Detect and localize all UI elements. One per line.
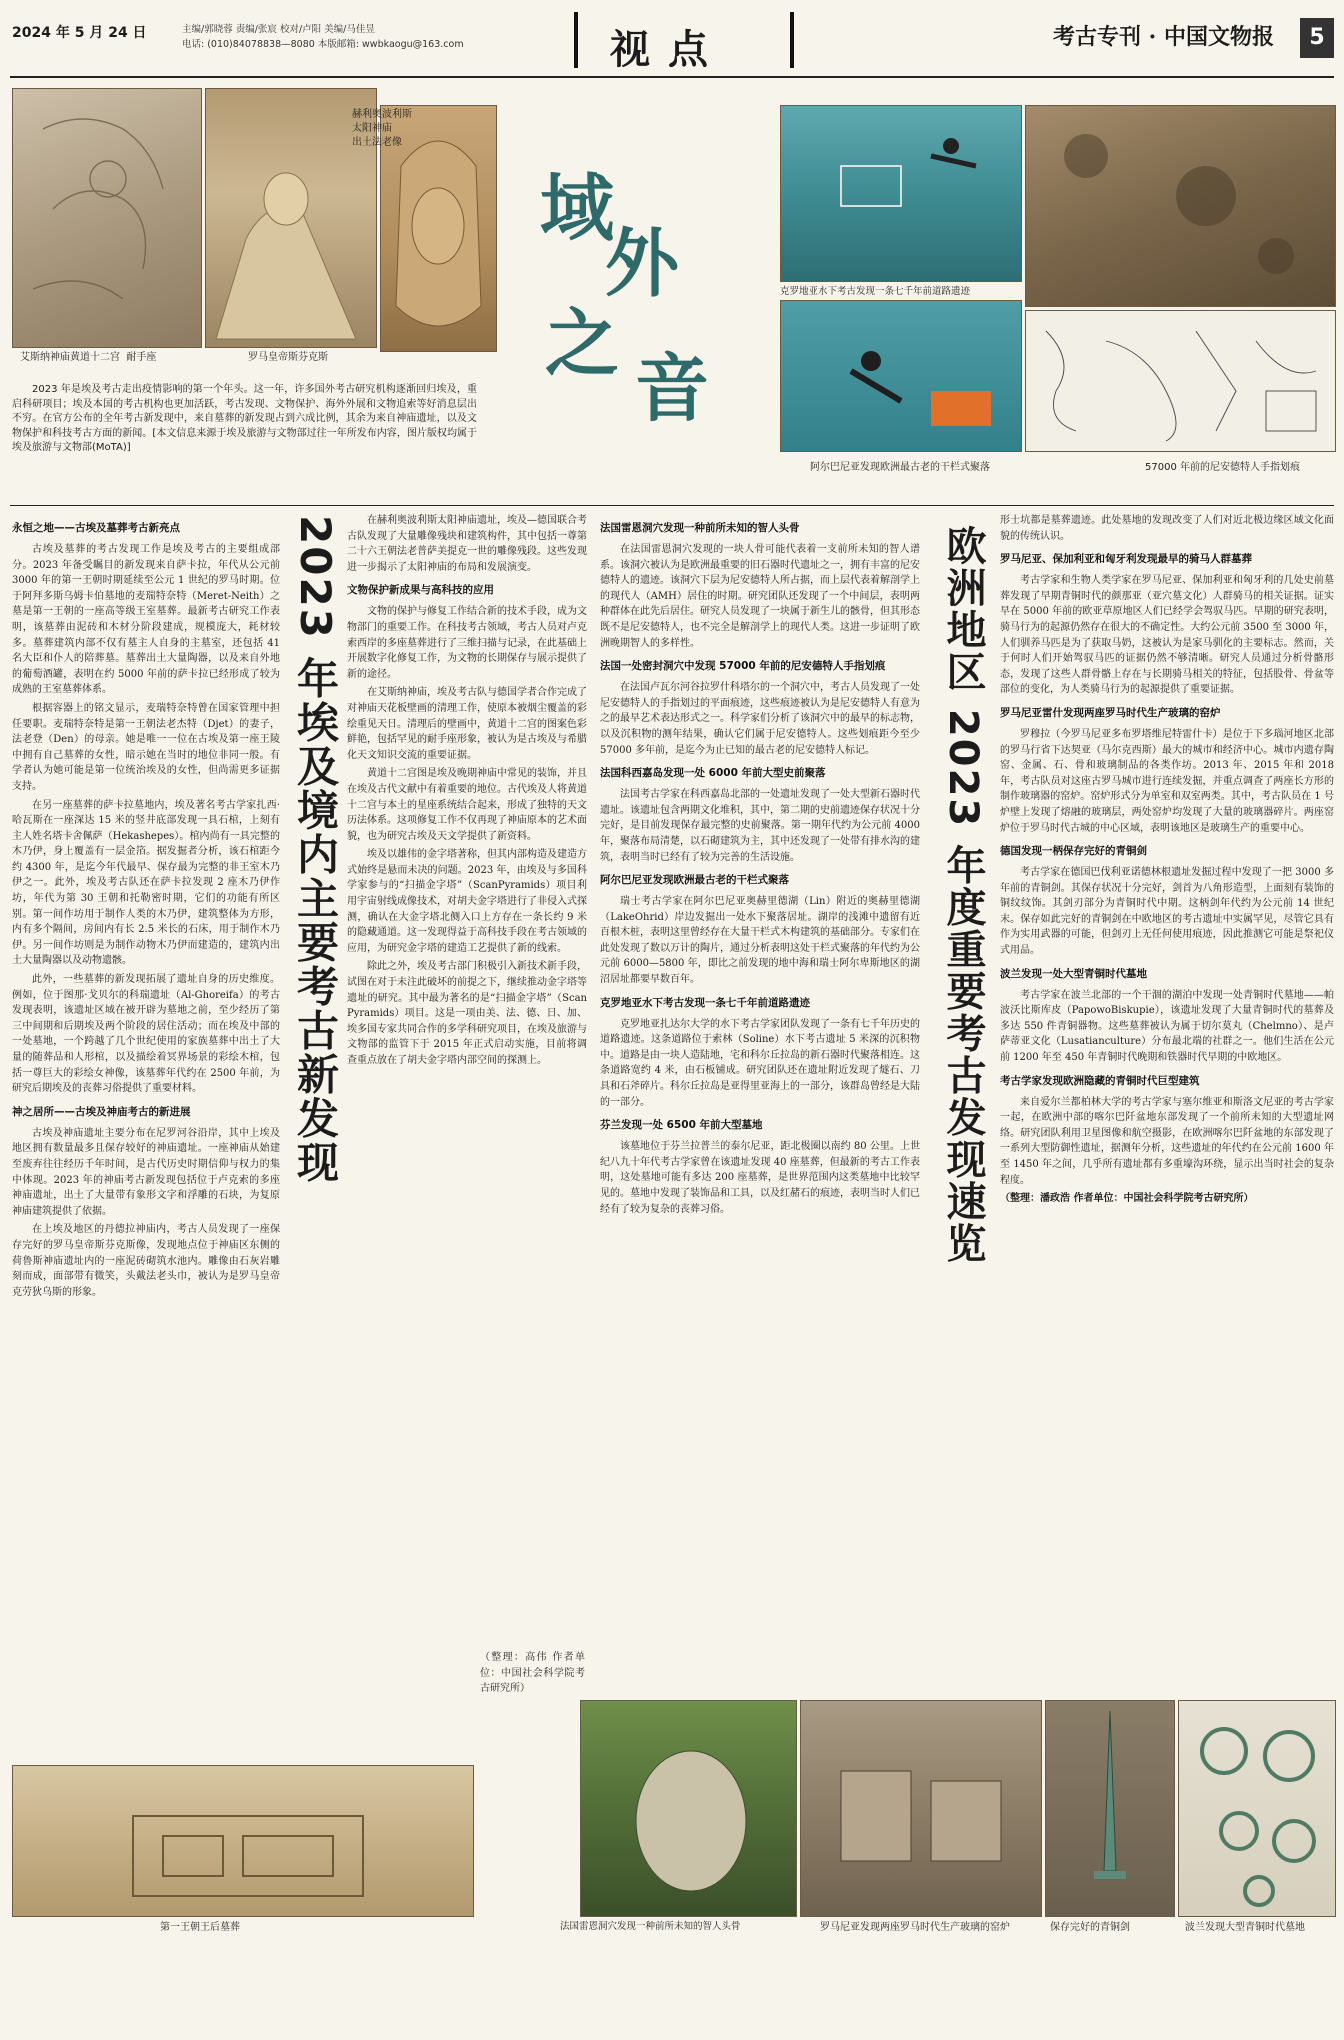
article1-tail (480, 1650, 585, 1950)
paragraph: 根据容器上的铭文显示，麦瑞特奈特曾在国家管理中担任要职。麦瑞特奈特是第一王朝法老杰特（Djet）的妻子，法老登（Den）的母亲。她是唯一一位在古埃及第一座王陵中拥有自己墓葬的女性，暗示她在当时的地位非同一般。有学者认为她可能是第一位统治埃及的女性，但尚需更多证据支持。 (12, 702, 280, 792)
relief-illustration (13, 89, 201, 347)
section-rule (10, 505, 1334, 506)
caption: 罗马尼亚发现两座罗马时代生产玻璃的窑炉 (820, 1922, 1010, 1933)
paragraph: 此外，一些墓葬的新发现拓展了遗址自身的历史维度。例如，位于图那·戈贝尔的科瑞遗址（Al-Ghoreifa）的考古发现表明，该遗址区域在被开辟为墓地之前，至少经历了第三中间期和后期埃及两个阶段的居住活动；而在埃及中部的一处墓地，一个跨越了几个世纪使用的家族墓葬中出土了大量的随葬品和人形棺，以及描绘着冥界场景的彩绘木棺，包括一尊巨大的彩绘女神像，该墓葬年代约在 2500 年前，为研究后期埃及的丧葬习俗提供了重要材料。 (12, 974, 280, 1095)
subheading: 德国发现一柄保存完好的青铜剑 (1000, 845, 1147, 858)
article1-col1 (12, 513, 280, 1863)
photo-queen-tomb (12, 1765, 474, 1917)
caption (20, 348, 156, 363)
line-drawing (1026, 311, 1335, 451)
article2-col1 (600, 513, 920, 1643)
issue-date: 2024 年 5 月 24 日 (12, 25, 147, 41)
sword-illustration (1046, 1701, 1174, 1916)
editor-credits (182, 22, 582, 52)
paragraph: 在法国雷恩洞穴发现的一块人骨可能代表着一支前所未知的智人谱系。该洞穴被认为是欧洲最重要的旧石器时代遗址之一，拥有丰富的尼安德特人的遗迹。该洞穴下层为尼安德特人所占据，而上层代表着解剖学上的现代人（AMH）居住的时期。研究团队还发现了一个中间层，表明两种群体在此先后居住。研究人员发现了一块属于新生儿的骸骨，但其形态既不是尼安德特人，也不完全是解剖学上的现代人类。这进一步证明了欧洲晚期智人的多样性。 (600, 544, 920, 649)
paragraph: 克罗地亚扎达尔大学的水下考古学家团队发现了一条有七千年历史的道路遗迹。这条道路位于索林（Soline）水下考古遗址 5 米深的沉积物中。道路是由一块人造陆地，宅和科尔丘拉岛的新石器时代聚落相连。这条道路宽约 4 米，由石板铺成。研究团队还在遗址附近发现了燧石、刀具和石斧碎片。科尔丘拉岛是亚得里亚海上的一部分，该群岛曾经是大陆的一部分。 (600, 1018, 920, 1108)
label: 出土法老像 (352, 137, 402, 148)
paragraph: 来自爱尔兰都柏林大学的考古学家与塞尔维亚和斯洛文尼亚的考古学家一起，在欧洲中部的喀尔巴阡盆地东部发现了一个前所未知的大型遗址网络。研究团队利用卫星图像和航空摄影，在欧洲喀尔巴阡盆地的东部发现了一系列大型防御性遗址，据测年分析，这些遗址的年代约在公元前 1600 年至 1450 年之间，几乎所有遗址都有多重壕沟环绕，显示出当时社会的复杂程度。 (1000, 1096, 1334, 1186)
paragraph: 在上埃及地区的丹德拉神庙内，考古人员发现了一座保存完好的罗马皇帝斯芬克斯像，发现地点位于神庙区东侧的荷鲁斯神庙遗址内的一座泥砖砌筑水池内。雕像由石灰岩雕刻而成，面部带有微笑，头戴法老头巾，被认为是罗马皇帝克劳狄乌斯的形象。 (12, 1224, 280, 1298)
contact-line: 电话: (010)84078838—8080 本版邮箱: wwbkaogu@163.com (182, 39, 464, 50)
label: 太阳神庙 (352, 123, 392, 134)
page-number: 5 (1300, 18, 1334, 58)
paragraph: 埃及以雄伟的金字塔著称，但其内部构造及建造方式始终是悬而未决的问题。2023 年，由埃及与多国科学家参与的“扫描金字塔”（ScanPyramids）项目利用宇宙射线成像技术，对胡夫金字塔进行了非侵入式探测，确认在大金字塔北侧入口上方存在一条长约 9 米的隐藏通道。这一发现得益于高科技手段在考古领域的应用，为研究金字塔的建造工艺提供了新的线索。 (347, 849, 587, 954)
credits-line: 主编/郭晓蓉 责编/张宸 校对/卢阳 美编/马佳昱 (182, 24, 375, 35)
subheading: 考古学家发现欧洲隐藏的青铜时代巨型建筑 (1000, 1074, 1200, 1087)
paragraph: 罗穆拉（今罗马尼亚多布罗塔维尼特雷什卡）是位于下多瑙河地区北部的罗马行省下达契亚（马尔克西斯）最大的城市和经济中心。城市内遗存陶窑、金属、石、骨和玻璃制品的各类作坊。2013 年、2015 年和 2018 年，考古队员对这座古罗马城市进行连续发掘，并重点调查了两座长方形的制作玻璃器的窑炉。窑炉形式分为单室和双室两类。其中，考古队员在 1 号炉壁上发现了熔融的玻璃层，两处窑炉均发现了大量的玻璃器碎片。两座窑炉位于罗马时代古城的中心区域，表明该地区是玻璃生产的重要中心。 (1000, 728, 1334, 834)
paragraph: 在另一座墓葬的萨卡拉墓地内，埃及著名考古学家扎西·哈瓦斯在一座深达 15 米的竖井底部发现一具石棺，上刻有主人姓名塔卡舍佩萨（Hekashepes）。棺内尚有一具完整的木乃伊，身上覆盖有一层金箔。据发掘者分析，该石棺距今约 4300 年，是迄今年代最早、保存最为完整的非王室木乃伊之一。此外，埃及考古队还在萨卡拉发现 2 座木乃伊作坊，年代为第 30 王朝和托勒密时期，它们的功能有所区别。第一间作坊用于制作人类的木乃伊，建筑整体为方形，内有多个隔间，房间内有长 2.5 米长的石床，用于制作木乃伊。另一间作坊则是为制作动物木乃伊而建造的，建筑内出土大量陶器以及动物遗骸。 (12, 799, 280, 967)
divider (790, 12, 794, 68)
paragraph: 该墓地位于芬兰拉普兰的泰尔尼亚，距北极圈以南约 80 公里。上世纪八九十年代考古学家曾在该遗址发现 40 座墓葬，但最新的考古工作表明，这处墓地可能有多达 200 座墓葬，是世界范围内这类墓地中比较罕见的。墓地中发现了装饰品和工具，以及红赭石的痕迹，表明当时人们已经有了较为复杂的丧葬习俗。 (600, 1141, 920, 1215)
kiln-illustration (801, 1701, 1041, 1916)
feature-title-char: 音 (635, 346, 709, 432)
underwater-illustration (781, 106, 1021, 281)
paragraph: 在艾斯纳神庙，埃及考古队与德国学者合作完成了对神庙天花板壁画的清理工作，使原本被烟尘覆盖的彩绘重见天日。清理后的壁画中，黄道十二宫的图案色彩鲜艳，包括罕见的耐手座形象，被认为是古埃及与希腊化天文知识交流的重要证据。 (347, 687, 587, 761)
byline: （整理：潘政浩 作者单位：中国社会科学院考古研究所） (1000, 1193, 1254, 1205)
paragraph: 文物的保护与修复工作结合新的技术手段，成为文物部门的重要工作。在科技考古领域，考古人员对卢克索西岸的多座墓葬进行了三维扫描与记录，在此基础上开展数字化修复工作，为文物的长期保存与展示提供了新的途径。 (347, 606, 587, 680)
subheading: 法国科西嘉岛发现一处 6000 年前大型史前聚落 (600, 767, 826, 780)
subheading: 法国一处密封洞穴中发现 57000 年前的尼安德特人手指划痕 (600, 660, 886, 673)
paragraph: 考古学家在德国巴伐利亚诺德林根遗址发掘过程中发现了一把 3000 多年前的青铜剑。其保存状况十分完好，剑首为八角形造型，上面刻有装饰的铜纹纹饰。其剑刃部分为青铜时代中期。这柄剑年代约为公元前 14 世纪末。保存如此完好的青铜剑在中欧地区的考古遗址中实属罕见，尽管它具有作为实用武器的可能，但剑刃上无任何使用痕迹，因此推测它可能是祭祀仪式用品。 (1000, 867, 1334, 957)
paragraph: 形士坑都是墓葬遗迹。此处墓地的发现改变了人们对近北极边缘区域文化面貌的传统认识。 (1000, 515, 1334, 542)
paragraph: 黄道十二宫图是埃及晚期神庙中常见的装饰，并且在埃及古代文献中有着重要的地位。古代埃及人将黄道十二宫与本土的星座系统结合起来，形成了独特的天文历法体系。这项修复工作不仅再现了神庙原本的艺术面貌，也为研究古埃及天文学提供了新资料。 (347, 768, 587, 842)
photo-glass-kilns (800, 1700, 1042, 1917)
paragraph: 法国考古学家在科西嘉岛北部的一处遗址发现了一处大型新石器时代遗址。该遗址包含两期文化堆积，其中，第二期的史前遗迹保存状况十分完好，是目前发现保存最完整的史前聚落。第一期年代约为公元前 4000 年，聚落布局清楚，以石砌建筑为主，其中还发现了一处带有排水沟的建筑，表明当时已经有了较为完善的生活设施。 (600, 789, 920, 863)
article2-headline: 欧洲地区 2023 年度重要考古发现速览 (940, 525, 986, 1265)
caption: 波兰发现大型青铜时代墓地 (1185, 1922, 1305, 1933)
paragraph: 考古学家在波兰北部的一个干涸的湖泊中发现一处青铜时代墓地——帕波沃比斯库皮（PapowoBiskupie），该遗址发现了大量青铜时代的墓葬及多达 550 件青铜器物。这些墓葬被认为属于切尔莫丸（Chelmno）、是卢萨蒂亚文化（Lusatianculture）分布最北端的社群之一。他们生活在公元前 1200 年至 450 年青铜时代晚期和铁器时代早期的中欧地区。 (1000, 989, 1334, 1064)
subheading: 波兰发现一处大型青铜时代墓地 (1000, 967, 1147, 980)
subheading: 神之居所——古埃及神庙考古的新进展 (12, 1105, 191, 1118)
subheading: 罗马尼亚雷什发现两座罗马时代生产玻璃的窑炉 (1000, 706, 1221, 719)
caption: 第一王朝王后墓葬 (160, 1922, 240, 1933)
photo-cave-wall (1025, 105, 1336, 307)
photo-albania-divers (780, 300, 1022, 452)
paragraph: 在法国卢瓦尔河谷拉罗什科塔尔的一个洞穴中，考古人员发现了一处尼安德特人的手指划过的平面痕迹，这些痕迹被认为是尼安德特人有意为之的最早艺术表达形式之一。科学家们分析了该洞穴中的最早的标志物，以及沉积物的测年结果，确认它们属于尼安德特人。这些划痕距今至少 57000 多年前，是迄今为止已知的最古老的尼安德特人标记。 (600, 682, 920, 756)
feature-intro (12, 383, 477, 456)
divider (574, 12, 578, 68)
subheading: 法国雷恩洞穴发现一种前所未知的智人头骨 (600, 522, 800, 534)
article2-col2 (1000, 513, 1334, 1653)
caption: 罗马皇帝斯芬克斯 (248, 352, 328, 363)
article1-col2 (347, 513, 587, 1643)
subheading: 芬兰发现一处 6500 年前大型墓地 (600, 1119, 763, 1132)
article1-headline: 2023 年埃及境内主要考古新发现 (291, 515, 340, 1185)
sphinx-illustration (206, 89, 376, 347)
caption: 克罗地亚水下考古发现一条七千年前道路遗迹 (780, 286, 971, 297)
header-rule (10, 76, 1334, 78)
subheading: 永恒之地——古埃及墓葬考古新亮点 (12, 522, 180, 534)
paragraph: 在赫利奥波利斯太阳神庙遗址，埃及—德国联合考古队发现了大量雕像残块和建筑构件，其中包括一尊第二十六王朝法老普萨美提克一世的雕像残段。这些发现进一步揭示了太阳神庙的布局和发展演变。 (347, 515, 587, 573)
photo-labels (352, 108, 412, 150)
subheading: 阿尔巴尼亚发现欧洲最古老的干栏式聚落 (600, 874, 789, 887)
photo-finger-marks-drawing (1025, 310, 1336, 452)
photo-bronze-artifacts (1178, 1700, 1336, 1917)
paper-name: 考古专刊 · 中国文物报 (1053, 24, 1274, 50)
feature-title-char: 域 (540, 166, 614, 252)
feature-title-char: 外 (605, 221, 679, 307)
caption: 法国雷恩洞穴发现一种前所未知的智人头骨 (560, 1921, 741, 1932)
artifacts-illustration (1179, 1701, 1335, 1916)
paragraph: 古埃及墓葬的考古发现工作是埃及考古的主要组成部分。2023 年备受瞩目的新发现来自萨卡拉，年代从公元前 3000 年的第一王朝时期延续至公元 1 世纪的罗马时期。位于阿拜多斯乌姆卡伯墓地的麦瑞特奈特（Meret-Neith）之墓是第一王朝的一座高等级王室墓葬。最新考古研究工作表明，该墓葬由泥砖和木材分阶段建成，规模庞大，耗材较多。墓葬建筑内部不仅有墓主人自身的主墓室，还包括 41 名大臣和仆人的陪葬墓。墓葬出土大量陶器，以及来自外地的葡萄酒罐，表明在约 5000 年前的萨卡拉已经形成了较为成熟的王室墓葬体系。 (12, 544, 280, 696)
photo-bronze-sword (1045, 1700, 1175, 1917)
subheading: 罗马尼亚、保加利亚和匈牙利发现最早的骑马人群墓葬 (1000, 553, 1252, 566)
paragraph: 瑞士考古学家在阿尔巴尼亚奥赫里德湖（Lin）附近的奥赫里德湖（LakeOhrid）岸边发掘出一处水下聚落居址。湖岸的浅滩中遗留有近百根木桩，表明这里曾经存在大量干栏式木构建筑的基础部分。专家们在此处发现了数以万计的陶片，通过分析表明这处干栏式聚落的年代约为公元前 6000—5800 年，即比之前发现的地中海和瑞士阿尔卑斯地区的湖沼居址都要早数百年。 (600, 896, 920, 986)
caption: 57000 年前的尼安德特人手指划痕 (1145, 462, 1300, 473)
byline: （整理：高伟 作者单位：中国社会科学院考古研究所） (480, 1652, 585, 1695)
caption: 保存完好的青铜剑 (1050, 1922, 1130, 1933)
label: 赫利奥波利斯 (352, 109, 412, 120)
subheading: 文物保护新成果与高科技的应用 (347, 584, 494, 597)
caption: 艾斯纳神庙黄道十二宫 (20, 352, 120, 363)
cave-illustration (1026, 106, 1335, 306)
photo-cave-entrance (580, 1700, 797, 1917)
tomb-illustration (13, 1766, 473, 1916)
divers-illustration (781, 301, 1021, 451)
masthead-left (12, 22, 572, 50)
paragraph: 考古学家和生物人类学家在罗马尼亚、保加利亚和匈牙利的几处史前墓葬发现了早期青铜时代的颜那亚（亚穴墓文化）人群骑马的相关证据。证实早在 5000 年前的欧亚草原地区人们已经学会驾驭马匹。早期的研究表明，骑马行为的起源仍然存在很大的不确定性。大约公元前 3500 至 3000 年，人们驯养马匹是为了获取马奶，这被认为是家马驯化的主要标志。然而，关于何时人们开始驾驭马匹的证据仍然不够清晰。研究人员通过分析骨骼形态，发现了这些人群骨骼上存在与长期骑马相关的特征，包括股骨、骨盆等部位的变化，为人类骑马行为的起源提供了重要证据。 (1000, 575, 1334, 696)
photo-croatia-underwater (780, 105, 1022, 282)
feature-title-char: 之 (545, 301, 619, 387)
intro-text: 2023 年是埃及考古走出疫情影响的第一个年头。这一年，许多国外考古研究机构逐渐回归埃及，重启科研项目；埃及本国的考古机构也更加活跃，考古发现、文物保护、海外外展和文物追索等好消息层出不穷。在官方公布的全年考古新发现中，来自墓葬的新发现占到六成比例，其余为来自神庙遗址，以及文物保护和科技考古方面的新闻。[本文信息来源于埃及旅游与文物部过往一年所发布内容，图片版权均属于埃及旅游与文物部(MoTA)] (12, 384, 477, 453)
subheading: 克罗地亚水下考古发现一条七千年前道路遗迹 (600, 996, 810, 1009)
cave-entrance-illustration (581, 1701, 796, 1916)
paragraph: 古埃及神庙遗址主要分布在尼罗河谷沿岸，其中上埃及地区拥有数量最多且保存较好的神庙遗址。一座神庙从始建至废弃往往经历千年时间，是古代历史时期信仰与权力的集中体现。2023 年的神庙考古新发现包括位于卢克索的多座神庙遗址，出土了大量带有象形文字和浮雕的石块，为复原神庙建筑提供了依据。 (12, 1127, 280, 1217)
caption: 耐手座 (126, 352, 157, 363)
paragraph: 除此之外，埃及考古部门积极引入新技术新手段，试图在对于未注此破坏的前提之下，继续推动金字塔等遗址的研究。其中最为著名的是“扫描金字塔”（Scan Pyramids）项目。这是一项由美、法、德、日、加、埃多国专家共同合作的多学科研究项目，在埃及旅游与文物部的监管下于 2015 年正式启动实施，目前将调查重点放在了胡夫金字塔内部空间的探测上。 (347, 961, 587, 1066)
photo-esna-zodiac (12, 88, 202, 348)
section-title: 视点 (610, 27, 726, 73)
caption: 阿尔巴尼亚发现欧洲最古老的干栏式聚落 (810, 462, 990, 473)
